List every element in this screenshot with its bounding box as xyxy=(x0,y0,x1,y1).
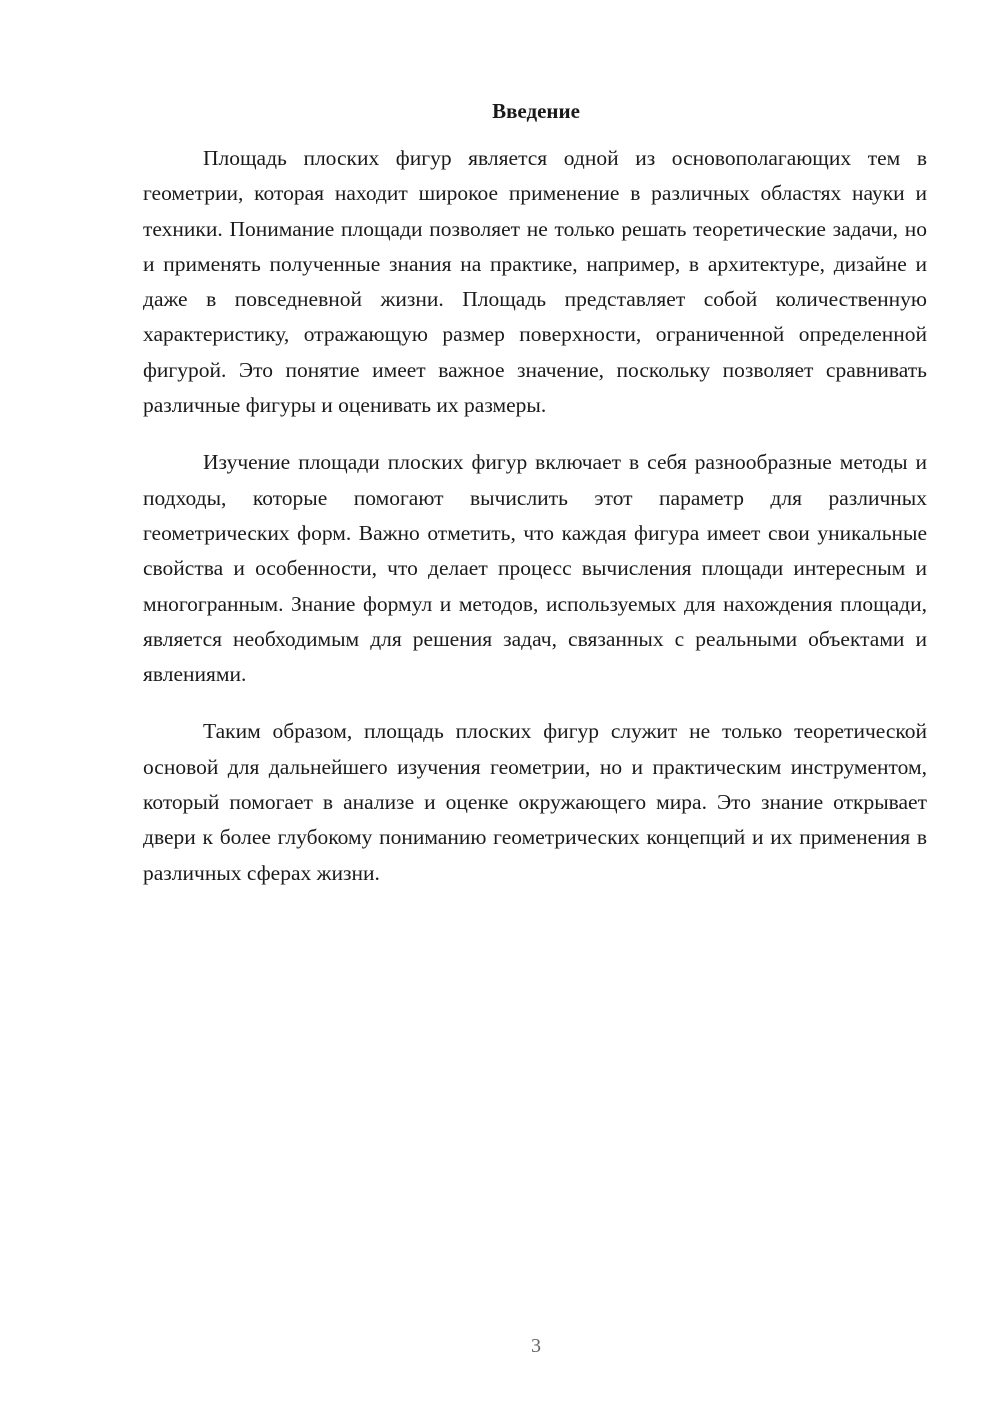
paragraph-2: Изучение площади плоских фигур включает в себя разнообразные методы и подходы, которые помогают вычислить этот параметр для различных геометрических форм. Важно отметить, что каждая фигура имеет свои уникальные свойства и особенности, что делает процесс вычисления площади интересным и многогранным. Знание формул и методов, используемых для нахождения площади, является необходимым для решения задач, связанных с реальными объектами и явлениями. xyxy=(143,450,927,687)
paragraph-3: Таким образом, площадь плоских фигур служит не только теоретической основой для дальнейшего изучения геометрии, но и практическим инструментом, который помогает в анализе и оценке окружающего мира. Это знание открывает двери к более глубокому пониманию геометрических концепций и их применения в различных сферах жизни. xyxy=(143,719,927,885)
paragraph-1: Площадь плоских фигур является одной из основополагающих тем в геометрии, которая находит широкое применение в различных областях науки и техники. Понимание площади позволяет не только решать теоретические задачи, но и применять полученные знания на практике, например, в архитектуре, дизайне и даже в повседневной жизни. Площадь представляет собой количественную характеристику, отражающую размер поверхности, ограниченной определенной фигурой. Это понятие имеет важное значение, поскольку позволяет сравнивать различные фигуры и оценивать их размеры. xyxy=(143,146,927,418)
document-body xyxy=(143,141,927,913)
page-number: 3 xyxy=(531,1335,541,1357)
section-heading: Введение xyxy=(492,99,580,123)
